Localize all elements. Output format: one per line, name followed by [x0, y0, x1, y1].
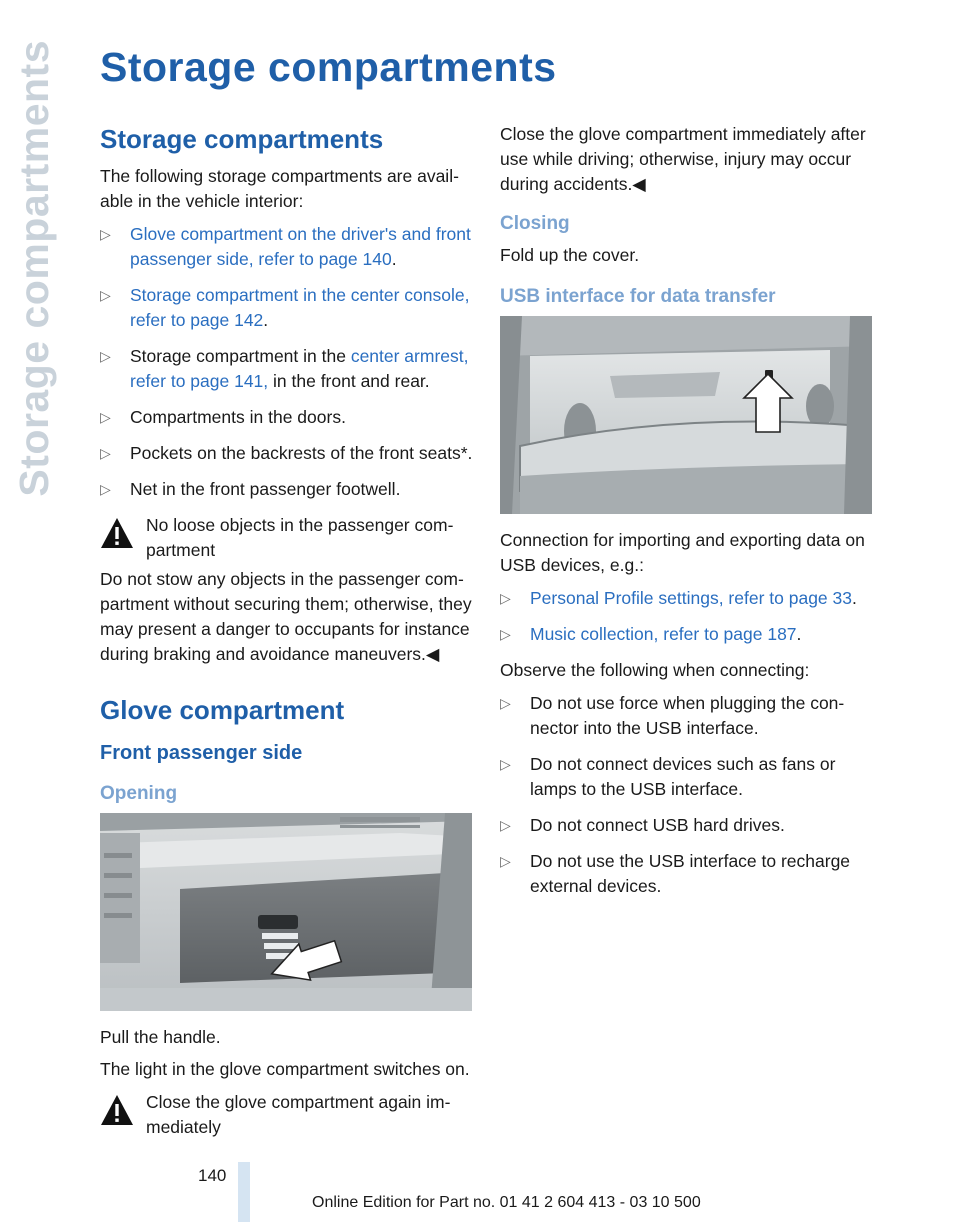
intro-text: The following storage compartments are available in the vehicle interior:: [100, 166, 459, 211]
right-column: [500, 122, 876, 910]
heading-closing: Closing: [500, 213, 570, 234]
list-item: [100, 405, 476, 430]
observe-text: Observe the following when connecting:: [500, 660, 810, 680]
link-center-armrest[interactable]: center armrest, refer to page 141,: [130, 346, 469, 391]
link-personal-profile[interactable]: Personal Profile settings, refer to page 33: [530, 588, 852, 608]
list-item-text: Do not use the USB interface to recharge external devices.: [530, 851, 851, 896]
list-item-suffix: .: [796, 624, 802, 644]
pull-handle-text: Pull the handle.: [100, 1027, 221, 1047]
warning-triangle-icon: [100, 517, 134, 549]
list-item: [500, 691, 876, 741]
list-item-text: Storage compartment in the: [130, 346, 351, 366]
list-item-text: Net in the front passenger footwell.: [130, 479, 401, 499]
warning-loose-objects: [100, 513, 476, 563]
list-item-suffix: .: [852, 588, 857, 608]
list-item-text: Do not connect USB hard drives.: [530, 815, 785, 835]
list-item: [100, 222, 476, 272]
triangle-right-icon: ▷: [100, 348, 111, 364]
warning-title: Close the glove compartment again immediately: [146, 1092, 451, 1137]
triangle-right-icon: ▷: [100, 409, 111, 425]
link-center-console[interactable]: Storage compartment in the center console, refer to page 142: [130, 285, 470, 330]
list-item: [100, 441, 476, 466]
triangle-right-icon: ▷: [100, 445, 111, 461]
usb-interface-photo: [500, 316, 872, 514]
heading-usb: USB interface for data transfer: [500, 286, 776, 307]
observe-list: [500, 691, 876, 899]
warning-triangle-icon: [100, 1094, 134, 1126]
warning-title: No loose objects in the passenger compartment: [146, 515, 454, 560]
list-item: [500, 586, 876, 611]
section-heading-storage: Storage compartments: [100, 124, 384, 154]
footer-bar: [238, 1162, 250, 1222]
list-item-suffix: .: [391, 249, 397, 269]
closing-text: Fold up the cover.: [500, 245, 640, 265]
heading-opening: Opening: [100, 783, 178, 804]
warning-body: Do not stow any objects in the passenger compartment without securing them; otherwise, they may present a danger to occupants for instance during braking and avoidance maneuvers.◀: [100, 569, 472, 664]
triangle-right-icon: ▷: [100, 287, 111, 303]
triangle-right-icon: ▷: [500, 695, 511, 711]
list-item: [100, 283, 476, 333]
link-glove-compartment[interactable]: Glove compartment on the driver's and front passenger side, refer to page 140: [130, 224, 471, 269]
usb-intro-text: Connection for importing and exporting data on USB devices, e.g.:: [500, 530, 865, 575]
page-number: 140: [198, 1166, 227, 1185]
list-item: [500, 752, 876, 802]
triangle-right-icon: ▷: [500, 626, 511, 642]
triangle-right-icon: ▷: [500, 853, 511, 869]
triangle-right-icon: ▷: [500, 817, 511, 833]
footer-edition: Online Edition for Part no. 01 41 2 604 413 - 03 10 500: [312, 1194, 701, 1211]
list-item-text: Do not connect devices such as fans or lamps to the USB interface.: [530, 754, 836, 799]
triangle-right-icon: ▷: [100, 226, 111, 242]
list-item: [100, 477, 476, 502]
sub-heading-front-passenger: Front passenger side: [100, 742, 303, 764]
section-heading-glove: Glove compartment: [100, 695, 345, 725]
list-item-text: Pockets on the backrests of the front seats*.: [130, 443, 473, 463]
list-item: [100, 344, 476, 394]
warning-close-glove: [100, 1090, 476, 1140]
list-item-text: Do not use force when plugging the connector into the USB interface.: [530, 693, 845, 738]
list-item: [500, 622, 876, 647]
triangle-right-icon: ▷: [500, 756, 511, 772]
page-title: Storage compartments: [100, 44, 557, 90]
left-column: [100, 118, 476, 1144]
triangle-right-icon: ▷: [500, 590, 511, 606]
list-item-suffix: in the front and rear.: [268, 371, 430, 391]
light-on-text: The light in the glove compartment switches on.: [100, 1059, 470, 1079]
triangle-right-icon: ▷: [100, 481, 111, 497]
list-item: [500, 849, 876, 899]
link-music-collection[interactable]: Music collection, refer to page 187: [530, 624, 797, 644]
usb-link-list: [500, 586, 876, 647]
warning-close-body: Close the glove compartment immediately after use while driving; otherwise, injury may occur during accidents.◀: [500, 124, 866, 194]
glove-compartment-photo: [100, 813, 472, 1011]
storage-list: [100, 222, 476, 502]
list-item-suffix: .: [263, 310, 269, 330]
side-tab: [10, 40, 57, 497]
side-tab-label: Storage compartments: [10, 40, 57, 497]
list-item: [500, 813, 876, 838]
list-item-text: Compartments in the doors.: [130, 407, 346, 427]
